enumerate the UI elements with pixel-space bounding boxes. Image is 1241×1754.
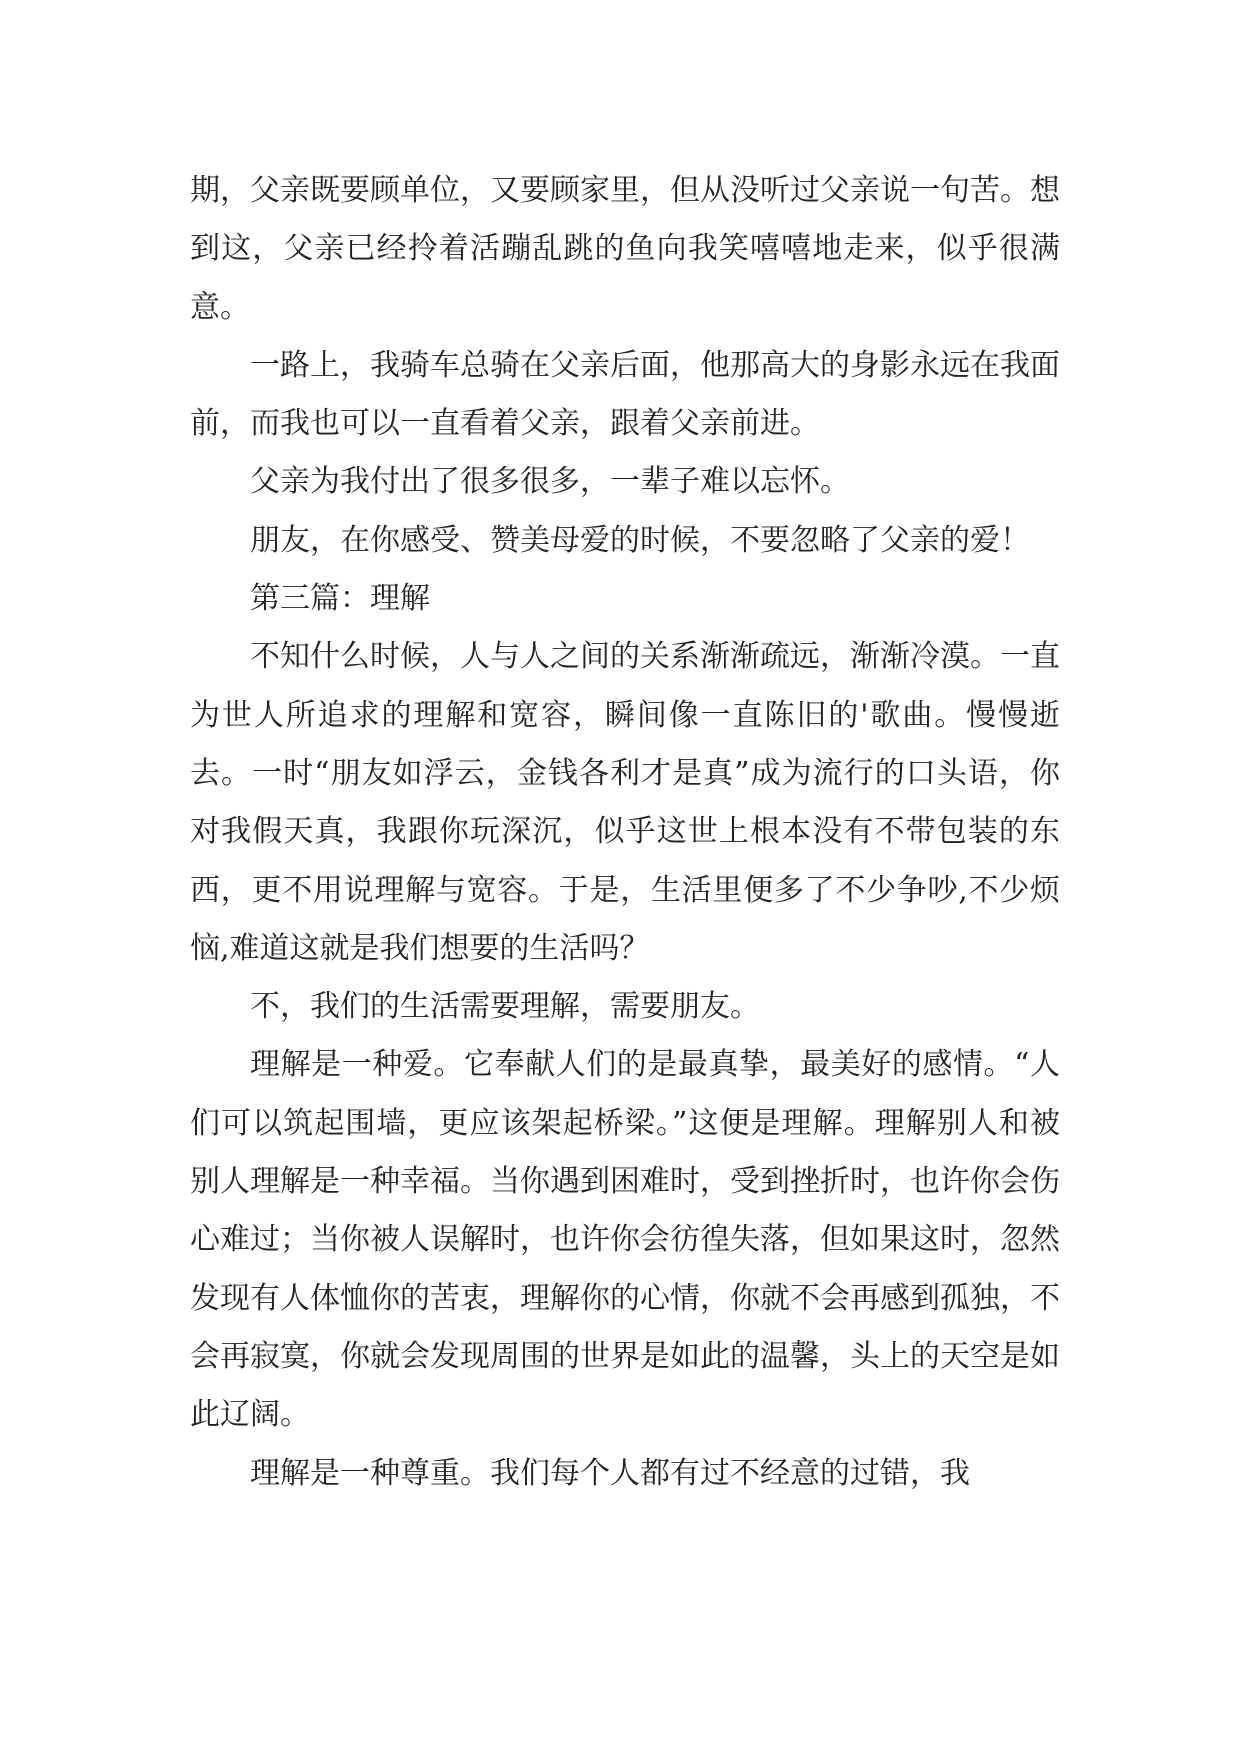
section-heading: 第三篇：理解 xyxy=(250,581,430,617)
document-body xyxy=(190,162,1060,1503)
paragraph-6: 不，我们的生活需要理解，需要朋友。 xyxy=(250,989,760,1025)
paragraph-5: 不知什么时候，人与人之间的关系渐渐疏远，渐渐冷漠。一直为世人所追求的理解和宽容，瞬间像一直陈旧的'歌曲。慢慢逝去。一时“朋友如浮云，金钱各利才是真”成为流行的口头语，你对我假天真，我跟你玩深沉，似乎这世上根本没有不带包装的东西，更不用说理解与宽容。于是，生活里便多了不少争吵,不少烦恼,难道这就是我们想要的生活吗？ xyxy=(190,639,1060,966)
paragraph-4: 朋友，在你感受、赞美母爱的时候，不要忽略了父亲的爱！ xyxy=(250,522,1030,558)
paragraph-7: 理解是一种爱。它奉献人们的是最真挚，最美好的感情。“人们可以筑起围墙，更应该架起桥梁。”这便是理解。理解别人和被别人理解是一种幸福。当你遇到困难时，受到挫折时，也许你会伤心难过；当你被人误解时，也许你会彷徨失落，但如果这时，忽然发现有人体恤你的苦衷，理解你的心情，你就不会再感到孤独，不会再寂寞，你就会发现周围的世界是如此的温馨，头上的天空是如此辽阔。 xyxy=(190,1047,1060,1433)
paragraph-1: 期，父亲既要顾单位，又要顾家里，但从没听过父亲说一句苦。想到这，父亲已经拎着活蹦乱跳的鱼向我笑嘻嘻地走来，似乎很满意。 xyxy=(190,173,1060,325)
paragraph-8: 理解是一种尊重。我们每个人都有过不经意的过错，我 xyxy=(250,1455,970,1491)
paragraph-3: 父亲为我付出了很多很多，一辈子难以忘怀。 xyxy=(250,464,850,500)
paragraph-2: 一路上，我骑车总骑在父亲后面，他那高大的身影永远在我面前，而我也可以一直看着父亲，跟着父亲前进。 xyxy=(190,347,1060,442)
